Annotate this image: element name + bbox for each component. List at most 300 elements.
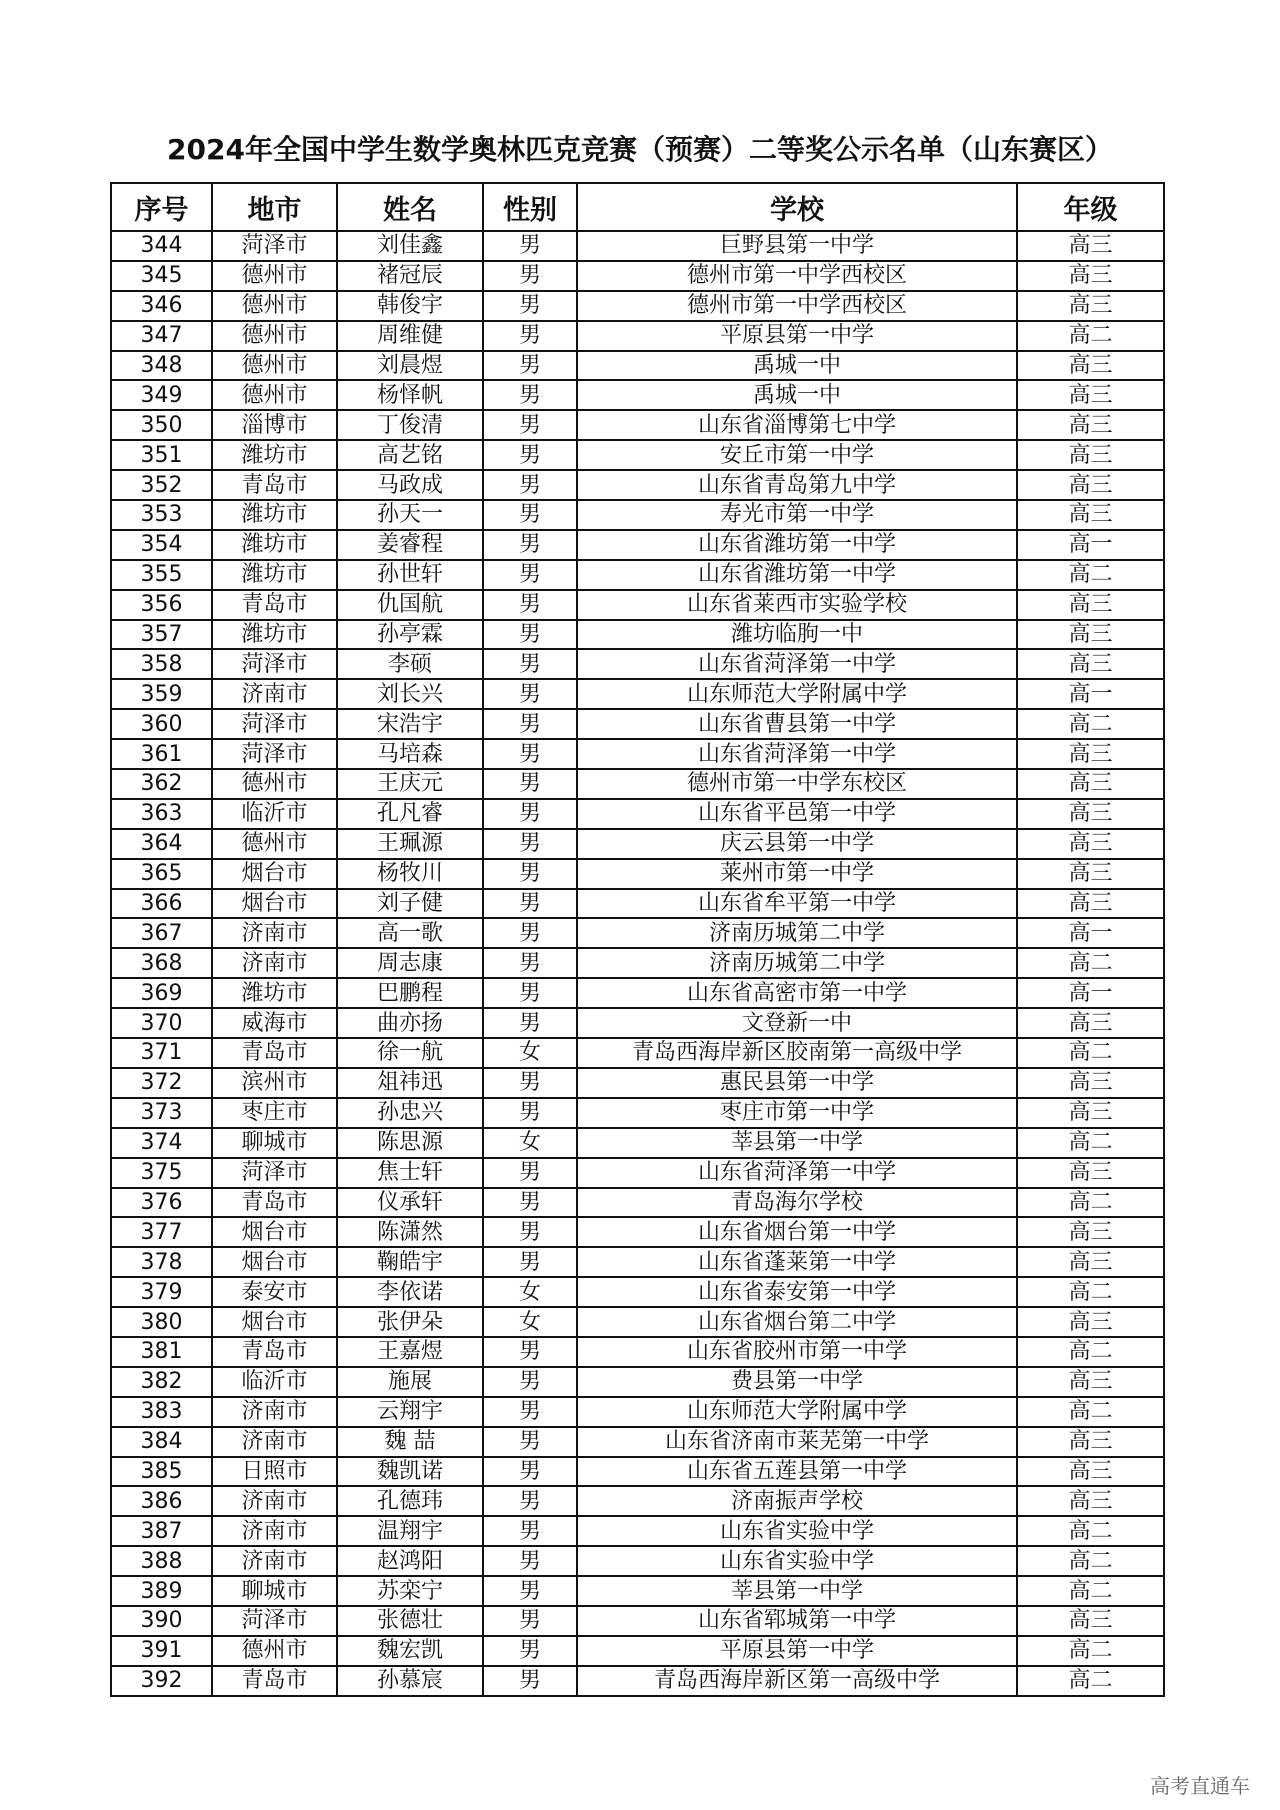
- table-row: [111, 1546, 1164, 1576]
- cell-gender: 男: [483, 1008, 577, 1038]
- cell-index: 392: [111, 1666, 212, 1696]
- cell-index: 376: [111, 1188, 212, 1218]
- table-row: [111, 1158, 1164, 1188]
- cell-school: 山东省蓬莱第一中学: [577, 1247, 1017, 1277]
- cell-gender: 男: [483, 739, 577, 769]
- table-row: [111, 1516, 1164, 1546]
- table-row: [111, 321, 1164, 351]
- table-row: [111, 709, 1164, 739]
- cell-index: 345: [111, 261, 212, 291]
- cell-gender: 男: [483, 1158, 577, 1188]
- cell-gender: 男: [483, 231, 577, 261]
- cell-city: 聊城市: [212, 1128, 337, 1158]
- cell-school: 平原县第一中学: [577, 321, 1017, 351]
- table-row: [111, 1606, 1164, 1636]
- cell-school: 惠民县第一中学: [577, 1068, 1017, 1098]
- cell-index: 357: [111, 620, 212, 650]
- cell-city: 济南市: [212, 679, 337, 709]
- cell-gender: 男: [483, 1068, 577, 1098]
- cell-gender: 男: [483, 321, 577, 351]
- cell-school: 禹城一中: [577, 380, 1017, 410]
- watermark: 高考直通车: [1150, 1774, 1250, 1798]
- cell-gender: 男: [483, 1247, 577, 1277]
- table-row: [111, 1068, 1164, 1098]
- table-row: [111, 918, 1164, 948]
- cell-grade: 高三: [1017, 231, 1164, 261]
- cell-gender: 女: [483, 1128, 577, 1158]
- cell-gender: 男: [483, 590, 577, 620]
- cell-grade: 高三: [1017, 590, 1164, 620]
- cell-grade: 高三: [1017, 500, 1164, 530]
- cell-gender: 男: [483, 769, 577, 799]
- cell-index: 348: [111, 351, 212, 381]
- cell-grade: 高三: [1017, 351, 1164, 381]
- cell-city: 德州市: [212, 351, 337, 381]
- cell-school: 山东省莱西市实验学校: [577, 590, 1017, 620]
- cell-grade: 高三: [1017, 799, 1164, 829]
- cell-gender: 男: [483, 530, 577, 560]
- cell-city: 德州市: [212, 380, 337, 410]
- cell-index: 361: [111, 739, 212, 769]
- award-list-table: [110, 182, 1165, 1697]
- cell-grade: 高二: [1017, 1128, 1164, 1158]
- cell-gender: 女: [483, 1307, 577, 1337]
- cell-gender: 男: [483, 829, 577, 859]
- cell-school: 青岛西海岸新区胶南第一高级中学: [577, 1038, 1017, 1068]
- cell-school: 山东省淄博第七中学: [577, 410, 1017, 440]
- cell-school: 山东省曹县第一中学: [577, 709, 1017, 739]
- cell-school: 文登新一中: [577, 1008, 1017, 1038]
- cell-school: 山东师范大学附属中学: [577, 1397, 1017, 1427]
- cell-name: 鞠皓宇: [337, 1247, 483, 1277]
- cell-grade: 高三: [1017, 1247, 1164, 1277]
- cell-city: 烟台市: [212, 859, 337, 889]
- table-row: [111, 1038, 1164, 1068]
- table-row: [111, 1277, 1164, 1307]
- table-row: [111, 769, 1164, 799]
- table-row: [111, 889, 1164, 919]
- cell-city: 潍坊市: [212, 620, 337, 650]
- cell-grade: 高三: [1017, 291, 1164, 321]
- cell-grade: 高三: [1017, 1158, 1164, 1188]
- cell-school: 山东省菏泽第一中学: [577, 1158, 1017, 1188]
- cell-index: 379: [111, 1277, 212, 1307]
- cell-name: 王庆元: [337, 769, 483, 799]
- cell-gender: 男: [483, 679, 577, 709]
- cell-city: 济南市: [212, 1516, 337, 1546]
- cell-grade: 高三: [1017, 889, 1164, 919]
- cell-city: 潍坊市: [212, 560, 337, 590]
- cell-school: 山东省菏泽第一中学: [577, 649, 1017, 679]
- cell-index: 353: [111, 500, 212, 530]
- cell-name: 陈潇然: [337, 1217, 483, 1247]
- cell-city: 青岛市: [212, 470, 337, 500]
- cell-grade: 高三: [1017, 1486, 1164, 1516]
- cell-index: 384: [111, 1427, 212, 1457]
- cell-index: 360: [111, 709, 212, 739]
- cell-grade: 高一: [1017, 530, 1164, 560]
- cell-gender: 男: [483, 1606, 577, 1636]
- cell-grade: 高三: [1017, 649, 1164, 679]
- table-row: [111, 470, 1164, 500]
- cell-grade: 高三: [1017, 410, 1164, 440]
- cell-name: 王嘉煜: [337, 1337, 483, 1367]
- cell-name: 杨怿帆: [337, 380, 483, 410]
- cell-gender: 男: [483, 1098, 577, 1128]
- cell-grade: 高二: [1017, 1516, 1164, 1546]
- cell-name: 施展: [337, 1367, 483, 1397]
- cell-school: 巨野县第一中学: [577, 231, 1017, 261]
- cell-grade: 高二: [1017, 1576, 1164, 1606]
- cell-city: 青岛市: [212, 1666, 337, 1696]
- cell-school: 安丘市第一中学: [577, 440, 1017, 470]
- cell-gender: 男: [483, 351, 577, 381]
- table-row: [111, 590, 1164, 620]
- cell-school: 山东省郓城第一中学: [577, 1606, 1017, 1636]
- cell-name: 周志康: [337, 948, 483, 978]
- table-row: [111, 261, 1164, 291]
- cell-index: 364: [111, 829, 212, 859]
- cell-name: 李硕: [337, 649, 483, 679]
- cell-gender: 男: [483, 1427, 577, 1457]
- cell-school: 潍坊临朐一中: [577, 620, 1017, 650]
- cell-school: 山东省潍坊第一中学: [577, 560, 1017, 590]
- table-row: [111, 410, 1164, 440]
- cell-city: 菏泽市: [212, 1158, 337, 1188]
- header-grade: 年级: [1017, 183, 1164, 231]
- cell-school: 莘县第一中学: [577, 1128, 1017, 1158]
- cell-city: 烟台市: [212, 889, 337, 919]
- table-row: [111, 1636, 1164, 1666]
- cell-grade: 高三: [1017, 440, 1164, 470]
- cell-name: 杨牧川: [337, 859, 483, 889]
- cell-grade: 高二: [1017, 1666, 1164, 1696]
- cell-gender: 男: [483, 1636, 577, 1666]
- cell-city: 滨州市: [212, 1068, 337, 1098]
- cell-city: 济南市: [212, 948, 337, 978]
- header-name: 姓名: [337, 183, 483, 231]
- cell-grade: 高三: [1017, 1457, 1164, 1487]
- cell-name: 马培森: [337, 739, 483, 769]
- cell-gender: 男: [483, 1457, 577, 1487]
- cell-gender: 男: [483, 649, 577, 679]
- cell-name: 魏凯诺: [337, 1457, 483, 1487]
- cell-index: 374: [111, 1128, 212, 1158]
- cell-grade: 高二: [1017, 1188, 1164, 1218]
- cell-gender: 男: [483, 560, 577, 590]
- cell-index: 351: [111, 440, 212, 470]
- cell-name: 刘长兴: [337, 679, 483, 709]
- cell-name: 高艺铭: [337, 440, 483, 470]
- cell-name: 韩俊宇: [337, 291, 483, 321]
- cell-city: 菏泽市: [212, 231, 337, 261]
- cell-city: 烟台市: [212, 1247, 337, 1277]
- table-row: [111, 1098, 1164, 1128]
- cell-gender: 女: [483, 1277, 577, 1307]
- cell-school: 费县第一中学: [577, 1367, 1017, 1397]
- cell-index: 344: [111, 231, 212, 261]
- table-row: [111, 1486, 1164, 1516]
- cell-city: 菏泽市: [212, 649, 337, 679]
- cell-grade: 高三: [1017, 1367, 1164, 1397]
- cell-city: 菏泽市: [212, 709, 337, 739]
- cell-grade: 高三: [1017, 829, 1164, 859]
- cell-index: 354: [111, 530, 212, 560]
- cell-index: 356: [111, 590, 212, 620]
- cell-name: 孙慕宸: [337, 1666, 483, 1696]
- cell-school: 禹城一中: [577, 351, 1017, 381]
- cell-index: 350: [111, 410, 212, 440]
- cell-school: 山东省平邑第一中学: [577, 799, 1017, 829]
- cell-grade: 高三: [1017, 1217, 1164, 1247]
- table-row: [111, 351, 1164, 381]
- cell-school: 山东省青岛第九中学: [577, 470, 1017, 500]
- cell-school: 山东省泰安第一中学: [577, 1277, 1017, 1307]
- header-index: 序号: [111, 183, 212, 231]
- cell-gender: 男: [483, 1367, 577, 1397]
- cell-name: 孙忠兴: [337, 1098, 483, 1128]
- cell-name: 云翔宇: [337, 1397, 483, 1427]
- cell-index: 390: [111, 1606, 212, 1636]
- cell-name: 张伊朵: [337, 1307, 483, 1337]
- table-row: [111, 1337, 1164, 1367]
- cell-index: 381: [111, 1337, 212, 1367]
- cell-city: 德州市: [212, 321, 337, 351]
- table-row: [111, 291, 1164, 321]
- cell-grade: 高三: [1017, 739, 1164, 769]
- cell-index: 377: [111, 1217, 212, 1247]
- table-row: [111, 829, 1164, 859]
- cell-school: 山东省菏泽第一中学: [577, 739, 1017, 769]
- cell-index: 349: [111, 380, 212, 410]
- cell-index: 372: [111, 1068, 212, 1098]
- cell-name: 褚冠辰: [337, 261, 483, 291]
- cell-school: 济南历城第二中学: [577, 948, 1017, 978]
- cell-gender: 男: [483, 1337, 577, 1367]
- cell-index: 358: [111, 649, 212, 679]
- cell-city: 德州市: [212, 829, 337, 859]
- cell-name: 徐一航: [337, 1038, 483, 1068]
- cell-city: 潍坊市: [212, 440, 337, 470]
- cell-city: 烟台市: [212, 1307, 337, 1337]
- cell-name: 苏栾宁: [337, 1576, 483, 1606]
- cell-school: 山东省五莲县第一中学: [577, 1457, 1017, 1487]
- cell-gender: 男: [483, 440, 577, 470]
- cell-gender: 男: [483, 948, 577, 978]
- cell-city: 临沂市: [212, 1367, 337, 1397]
- table-row: [111, 1188, 1164, 1218]
- cell-name: 魏宏凯: [337, 1636, 483, 1666]
- cell-city: 济南市: [212, 1427, 337, 1457]
- cell-city: 聊城市: [212, 1576, 337, 1606]
- cell-school: 山东省烟台第二中学: [577, 1307, 1017, 1337]
- table-row: [111, 859, 1164, 889]
- table-row: [111, 978, 1164, 1008]
- cell-gender: 男: [483, 1188, 577, 1218]
- header-school: 学校: [577, 183, 1017, 231]
- cell-city: 潍坊市: [212, 978, 337, 1008]
- table-row: [111, 530, 1164, 560]
- cell-index: 362: [111, 769, 212, 799]
- cell-city: 淄博市: [212, 410, 337, 440]
- cell-gender: 男: [483, 261, 577, 291]
- cell-school: 山东省济南市莱芜第一中学: [577, 1427, 1017, 1457]
- cell-school: 庆云县第一中学: [577, 829, 1017, 859]
- cell-index: 352: [111, 470, 212, 500]
- cell-name: 孙亭霖: [337, 620, 483, 650]
- cell-grade: 高二: [1017, 560, 1164, 590]
- cell-city: 青岛市: [212, 1038, 337, 1068]
- cell-grade: 高二: [1017, 709, 1164, 739]
- table-row: [111, 1367, 1164, 1397]
- cell-index: 373: [111, 1098, 212, 1128]
- cell-city: 烟台市: [212, 1217, 337, 1247]
- cell-name: 刘佳鑫: [337, 231, 483, 261]
- cell-grade: 高二: [1017, 321, 1164, 351]
- cell-school: 青岛西海岸新区第一高级中学: [577, 1666, 1017, 1696]
- cell-city: 德州市: [212, 769, 337, 799]
- cell-index: 388: [111, 1546, 212, 1576]
- table-row: [111, 1247, 1164, 1277]
- cell-school: 莘县第一中学: [577, 1576, 1017, 1606]
- cell-grade: 高三: [1017, 470, 1164, 500]
- cell-gender: 男: [483, 799, 577, 829]
- cell-gender: 男: [483, 1576, 577, 1606]
- cell-index: 347: [111, 321, 212, 351]
- cell-school: 枣庄市第一中学: [577, 1098, 1017, 1128]
- cell-grade: 高二: [1017, 948, 1164, 978]
- cell-gender: 男: [483, 889, 577, 919]
- table-row: [111, 649, 1164, 679]
- cell-gender: 男: [483, 291, 577, 321]
- cell-name: 陈思源: [337, 1128, 483, 1158]
- table-row: [111, 948, 1164, 978]
- page-title: 2024年全国中学生数学奥林匹克竞赛（预赛）二等奖公示名单（山东赛区）: [167, 133, 1113, 166]
- cell-gender: 男: [483, 470, 577, 500]
- cell-name: 孙天一: [337, 500, 483, 530]
- cell-city: 德州市: [212, 1636, 337, 1666]
- cell-school: 山东省高密市第一中学: [577, 978, 1017, 1008]
- cell-name: 仪承轩: [337, 1188, 483, 1218]
- cell-school: 济南振声学校: [577, 1486, 1017, 1516]
- table-row: [111, 679, 1164, 709]
- header-gender: 性别: [483, 183, 577, 231]
- cell-city: 菏泽市: [212, 1606, 337, 1636]
- table-row: [111, 620, 1164, 650]
- cell-city: 枣庄市: [212, 1098, 337, 1128]
- table-row: [111, 440, 1164, 470]
- cell-city: 德州市: [212, 291, 337, 321]
- cell-city: 菏泽市: [212, 739, 337, 769]
- cell-name: 马政成: [337, 470, 483, 500]
- cell-gender: 男: [483, 1666, 577, 1696]
- cell-school: 平原县第一中学: [577, 1636, 1017, 1666]
- table-header-row: [111, 183, 1164, 231]
- table-row: [111, 500, 1164, 530]
- cell-grade: 高三: [1017, 620, 1164, 650]
- cell-name: 孙世轩: [337, 560, 483, 590]
- cell-city: 泰安市: [212, 1277, 337, 1307]
- cell-school: 山东师范大学附属中学: [577, 679, 1017, 709]
- header-city: 地市: [212, 183, 337, 231]
- cell-name: 王珮源: [337, 829, 483, 859]
- cell-grade: 高一: [1017, 918, 1164, 948]
- cell-school: 山东省烟台第一中学: [577, 1217, 1017, 1247]
- cell-name: 宋浩宇: [337, 709, 483, 739]
- cell-index: 369: [111, 978, 212, 1008]
- cell-city: 济南市: [212, 1486, 337, 1516]
- cell-index: 382: [111, 1367, 212, 1397]
- cell-index: 367: [111, 918, 212, 948]
- cell-school: 山东省胶州市第一中学: [577, 1337, 1017, 1367]
- table-row: [111, 1666, 1164, 1696]
- cell-grade: 高二: [1017, 1636, 1164, 1666]
- cell-name: 张德壮: [337, 1606, 483, 1636]
- cell-school: 山东省实验中学: [577, 1516, 1017, 1546]
- cell-name: 高一歌: [337, 918, 483, 948]
- cell-index: 365: [111, 859, 212, 889]
- cell-city: 潍坊市: [212, 530, 337, 560]
- cell-grade: 高三: [1017, 1427, 1164, 1457]
- cell-index: 391: [111, 1636, 212, 1666]
- cell-grade: 高一: [1017, 978, 1164, 1008]
- cell-gender: 男: [483, 978, 577, 1008]
- cell-school: 山东省实验中学: [577, 1546, 1017, 1576]
- cell-city: 潍坊市: [212, 500, 337, 530]
- cell-city: 青岛市: [212, 1337, 337, 1367]
- cell-index: 370: [111, 1008, 212, 1038]
- cell-name: 丁俊清: [337, 410, 483, 440]
- cell-gender: 男: [483, 380, 577, 410]
- table-row: [111, 1128, 1164, 1158]
- cell-index: 386: [111, 1486, 212, 1516]
- table-row: [111, 799, 1164, 829]
- table-row: [111, 231, 1164, 261]
- cell-grade: 高二: [1017, 1038, 1164, 1068]
- cell-name: 赵鸿阳: [337, 1546, 483, 1576]
- cell-city: 青岛市: [212, 590, 337, 620]
- cell-grade: 高二: [1017, 1546, 1164, 1576]
- cell-city: 青岛市: [212, 1188, 337, 1218]
- cell-city: 济南市: [212, 1397, 337, 1427]
- cell-school: 莱州市第一中学: [577, 859, 1017, 889]
- cell-name: 焦士轩: [337, 1158, 483, 1188]
- cell-gender: 男: [483, 410, 577, 440]
- cell-city: 临沂市: [212, 799, 337, 829]
- cell-gender: 男: [483, 1217, 577, 1247]
- cell-name: 温翔宇: [337, 1516, 483, 1546]
- cell-grade: 高三: [1017, 380, 1164, 410]
- cell-gender: 男: [483, 1486, 577, 1516]
- cell-name: 姜睿程: [337, 530, 483, 560]
- cell-grade: 高三: [1017, 769, 1164, 799]
- cell-gender: 男: [483, 1516, 577, 1546]
- cell-city: 济南市: [212, 918, 337, 948]
- cell-grade: 高二: [1017, 1337, 1164, 1367]
- cell-school: 德州市第一中学西校区: [577, 291, 1017, 321]
- cell-grade: 高二: [1017, 1277, 1164, 1307]
- cell-name: 巴鹏程: [337, 978, 483, 1008]
- cell-city: 威海市: [212, 1008, 337, 1038]
- table-row: [111, 1008, 1164, 1038]
- cell-index: 363: [111, 799, 212, 829]
- table-row: [111, 380, 1164, 410]
- cell-name: 曲亦扬: [337, 1008, 483, 1038]
- cell-grade: 高三: [1017, 1307, 1164, 1337]
- cell-grade: 高三: [1017, 261, 1164, 291]
- cell-name: 刘晨煜: [337, 351, 483, 381]
- cell-name: 孔凡睿: [337, 799, 483, 829]
